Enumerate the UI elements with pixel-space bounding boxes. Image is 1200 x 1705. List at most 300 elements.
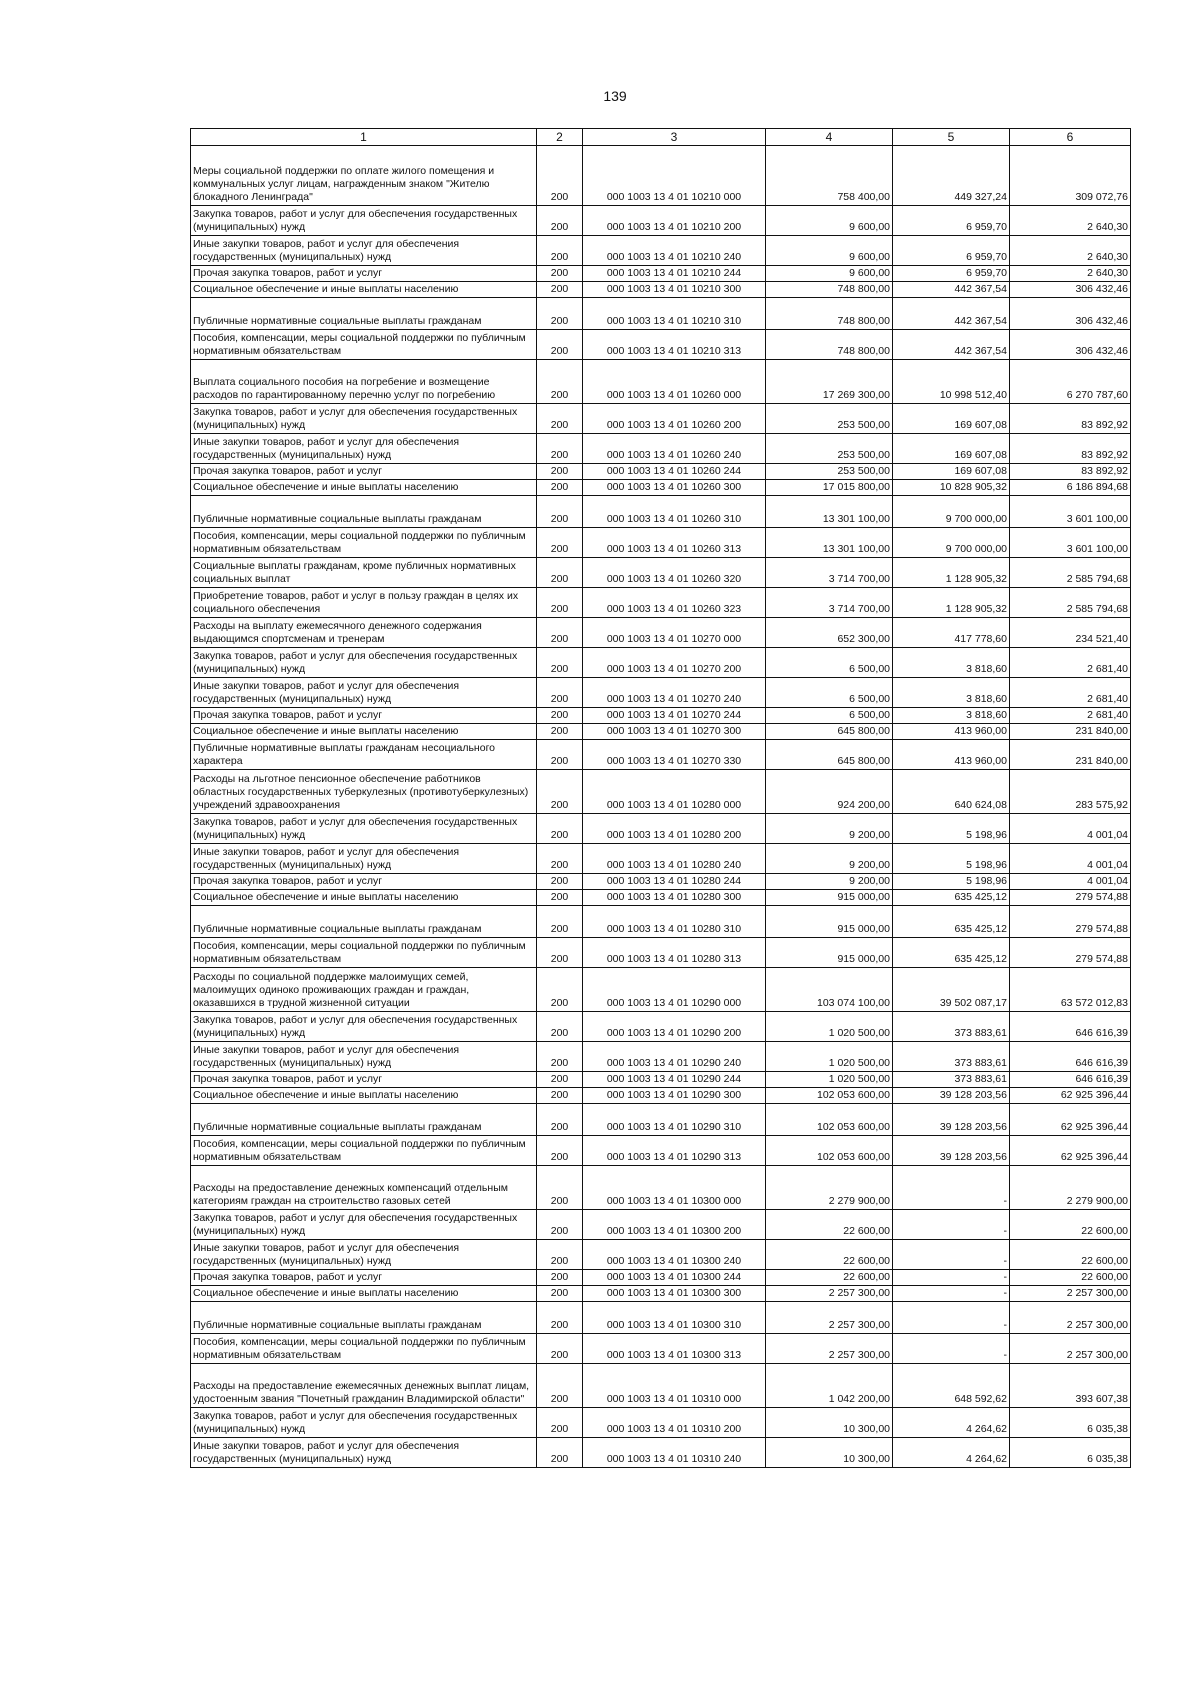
cell-expense-name: Пособия, компенсации, меры социальной поддержки по публичным нормативным обязательствам	[191, 330, 537, 360]
cell-classification-code: 000 1003 13 4 01 10310 240	[583, 1438, 766, 1468]
cell-classification-code: 000 1003 13 4 01 10270 300	[583, 724, 766, 740]
cell-expense-name: Пособия, компенсации, меры социальной поддержки по публичным нормативным обязательствам	[191, 1334, 537, 1364]
cell-approved-amount: 748 800,00	[766, 298, 893, 330]
cell-line-code: 200	[537, 588, 583, 618]
cell-approved-amount: 9 200,00	[766, 814, 893, 844]
cell-unexecuted-amount: 234 521,40	[1010, 618, 1131, 648]
cell-executed-amount: 5 198,96	[893, 814, 1010, 844]
cell-unexecuted-amount: 6 035,38	[1010, 1438, 1131, 1468]
cell-expense-name: Меры социальной поддержки по оплате жилого помещения и коммунальных услуг лицам, награжденным знаком "Жителю блокадного Ленинграда"	[191, 146, 537, 206]
cell-classification-code: 000 1003 13 4 01 10300 310	[583, 1302, 766, 1334]
cell-unexecuted-amount: 279 574,88	[1010, 906, 1131, 938]
cell-unexecuted-amount: 646 616,39	[1010, 1012, 1131, 1042]
cell-line-code: 200	[537, 330, 583, 360]
cell-approved-amount: 253 500,00	[766, 434, 893, 464]
cell-approved-amount: 2 257 300,00	[766, 1334, 893, 1364]
cell-unexecuted-amount: 279 574,88	[1010, 938, 1131, 968]
cell-unexecuted-amount: 2 640,30	[1010, 236, 1131, 266]
cell-approved-amount: 9 600,00	[766, 266, 893, 282]
cell-approved-amount: 13 301 100,00	[766, 528, 893, 558]
cell-classification-code: 000 1003 13 4 01 10210 244	[583, 266, 766, 282]
cell-executed-amount: 417 778,60	[893, 618, 1010, 648]
cell-executed-amount: 442 367,54	[893, 298, 1010, 330]
cell-line-code: 200	[537, 708, 583, 724]
cell-executed-amount: 39 128 203,56	[893, 1104, 1010, 1136]
cell-executed-amount: -	[893, 1210, 1010, 1240]
cell-expense-name: Закупка товаров, работ и услуг для обеспечения государственных (муниципальных) нужд	[191, 1408, 537, 1438]
cell-line-code: 200	[537, 1286, 583, 1302]
cell-classification-code: 000 1003 13 4 01 10300 200	[583, 1210, 766, 1240]
cell-approved-amount: 10 300,00	[766, 1438, 893, 1468]
cell-classification-code: 000 1003 13 4 01 10260 313	[583, 528, 766, 558]
cell-classification-code: 000 1003 13 4 01 10300 240	[583, 1240, 766, 1270]
cell-executed-amount: -	[893, 1270, 1010, 1286]
cell-expense-name: Публичные нормативные социальные выплаты гражданам	[191, 298, 537, 330]
cell-expense-name: Иные закупки товаров, работ и услуг для обеспечения государственных (муниципальных) нужд	[191, 1042, 537, 1072]
cell-expense-name: Закупка товаров, работ и услуг для обеспечения государственных (муниципальных) нужд	[191, 648, 537, 678]
cell-expense-name: Публичные нормативные социальные выплаты гражданам	[191, 496, 537, 528]
cell-approved-amount: 102 053 600,00	[766, 1136, 893, 1166]
cell-classification-code: 000 1003 13 4 01 10280 200	[583, 814, 766, 844]
table-row	[191, 678, 1131, 708]
cell-expense-name: Социальное обеспечение и иные выплаты населению	[191, 282, 537, 298]
cell-classification-code: 000 1003 13 4 01 10210 300	[583, 282, 766, 298]
cell-executed-amount: 373 883,61	[893, 1012, 1010, 1042]
cell-executed-amount: 449 327,24	[893, 146, 1010, 206]
cell-approved-amount: 2 279 900,00	[766, 1166, 893, 1210]
cell-line-code: 200	[537, 434, 583, 464]
cell-line-code: 200	[537, 360, 583, 404]
cell-expense-name: Прочая закупка товаров, работ и услуг	[191, 464, 537, 480]
cell-executed-amount: 1 128 905,32	[893, 558, 1010, 588]
cell-executed-amount: 640 624,08	[893, 770, 1010, 814]
cell-classification-code: 000 1003 13 4 01 10290 300	[583, 1088, 766, 1104]
cell-executed-amount: 6 959,70	[893, 206, 1010, 236]
cell-line-code: 200	[537, 1210, 583, 1240]
cell-line-code: 200	[537, 1334, 583, 1364]
cell-unexecuted-amount: 83 892,92	[1010, 464, 1131, 480]
cell-executed-amount: 5 198,96	[893, 874, 1010, 890]
cell-expense-name: Иные закупки товаров, работ и услуг для обеспечения государственных (муниципальных) нужд	[191, 236, 537, 266]
cell-line-code: 200	[537, 938, 583, 968]
cell-executed-amount: 3 818,60	[893, 708, 1010, 724]
cell-expense-name: Расходы на предоставление ежемесячных денежных выплат лицам, удостоенным звания "Почетный гражданин Владимирской области"	[191, 1364, 537, 1408]
table-row	[191, 360, 1131, 404]
cell-line-code: 200	[537, 1302, 583, 1334]
cell-executed-amount: 648 592,62	[893, 1364, 1010, 1408]
cell-expense-name: Публичные нормативные социальные выплаты гражданам	[191, 1104, 537, 1136]
cell-line-code: 200	[537, 282, 583, 298]
cell-unexecuted-amount: 2 640,30	[1010, 266, 1131, 282]
cell-unexecuted-amount: 2 640,30	[1010, 206, 1131, 236]
table-row	[191, 1270, 1131, 1286]
table-row	[191, 1364, 1131, 1408]
table-row	[191, 1286, 1131, 1302]
cell-line-code: 200	[537, 1364, 583, 1408]
cell-line-code: 200	[537, 1104, 583, 1136]
cell-classification-code: 000 1003 13 4 01 10300 244	[583, 1270, 766, 1286]
cell-line-code: 200	[537, 146, 583, 206]
table-row	[191, 558, 1131, 588]
cell-executed-amount: -	[893, 1240, 1010, 1270]
header-col-3: 3	[583, 129, 766, 146]
cell-unexecuted-amount: 279 574,88	[1010, 890, 1131, 906]
cell-approved-amount: 9 600,00	[766, 236, 893, 266]
cell-unexecuted-amount: 22 600,00	[1010, 1240, 1131, 1270]
cell-classification-code: 000 1003 13 4 01 10290 000	[583, 968, 766, 1012]
table-row	[191, 1088, 1131, 1104]
cell-classification-code: 000 1003 13 4 01 10270 000	[583, 618, 766, 648]
cell-classification-code: 000 1003 13 4 01 10210 000	[583, 146, 766, 206]
cell-classification-code: 000 1003 13 4 01 10260 200	[583, 404, 766, 434]
cell-line-code: 200	[537, 404, 583, 434]
cell-classification-code: 000 1003 13 4 01 10280 000	[583, 770, 766, 814]
cell-expense-name: Закупка товаров, работ и услуг для обеспечения государственных (муниципальных) нужд	[191, 206, 537, 236]
cell-executed-amount: 169 607,08	[893, 404, 1010, 434]
table-row	[191, 1072, 1131, 1088]
cell-expense-name: Иные закупки товаров, работ и услуг для обеспечения государственных (муниципальных) нужд	[191, 678, 537, 708]
cell-unexecuted-amount: 3 601 100,00	[1010, 528, 1131, 558]
cell-approved-amount: 253 500,00	[766, 464, 893, 480]
cell-classification-code: 000 1003 13 4 01 10270 330	[583, 740, 766, 770]
cell-classification-code: 000 1003 13 4 01 10210 240	[583, 236, 766, 266]
cell-line-code: 200	[537, 1270, 583, 1286]
cell-approved-amount: 22 600,00	[766, 1210, 893, 1240]
cell-classification-code: 000 1003 13 4 01 10260 240	[583, 434, 766, 464]
cell-unexecuted-amount: 6 035,38	[1010, 1408, 1131, 1438]
header-col-6: 6	[1010, 129, 1131, 146]
cell-unexecuted-amount: 2 681,40	[1010, 708, 1131, 724]
cell-expense-name: Закупка товаров, работ и услуг для обеспечения государственных (муниципальных) нужд	[191, 1210, 537, 1240]
cell-approved-amount: 9 600,00	[766, 206, 893, 236]
cell-line-code: 200	[537, 1012, 583, 1042]
table-row	[191, 206, 1131, 236]
cell-approved-amount: 758 400,00	[766, 146, 893, 206]
cell-approved-amount: 1 020 500,00	[766, 1012, 893, 1042]
cell-unexecuted-amount: 83 892,92	[1010, 434, 1131, 464]
cell-unexecuted-amount: 4 001,04	[1010, 814, 1131, 844]
cell-classification-code: 000 1003 13 4 01 10280 240	[583, 844, 766, 874]
table-row	[191, 1166, 1131, 1210]
table-row	[191, 968, 1131, 1012]
cell-unexecuted-amount: 306 432,46	[1010, 298, 1131, 330]
header-col-4: 4	[766, 129, 893, 146]
table-row	[191, 266, 1131, 282]
cell-executed-amount: 10 998 512,40	[893, 360, 1010, 404]
cell-classification-code: 000 1003 13 4 01 10310 200	[583, 1408, 766, 1438]
cell-unexecuted-amount: 306 432,46	[1010, 282, 1131, 298]
cell-line-code: 200	[537, 1438, 583, 1468]
cell-executed-amount: 4 264,62	[893, 1438, 1010, 1468]
table-row	[191, 496, 1131, 528]
cell-unexecuted-amount: 231 840,00	[1010, 740, 1131, 770]
cell-expense-name: Прочая закупка товаров, работ и услуг	[191, 1072, 537, 1088]
cell-unexecuted-amount: 393 607,38	[1010, 1364, 1131, 1408]
cell-unexecuted-amount: 2 257 300,00	[1010, 1334, 1131, 1364]
cell-line-code: 200	[537, 266, 583, 282]
cell-approved-amount: 652 300,00	[766, 618, 893, 648]
cell-approved-amount: 3 714 700,00	[766, 588, 893, 618]
cell-executed-amount: 1 128 905,32	[893, 588, 1010, 618]
cell-approved-amount: 1 020 500,00	[766, 1042, 893, 1072]
table-row	[191, 1210, 1131, 1240]
table-row	[191, 814, 1131, 844]
cell-unexecuted-amount: 2 257 300,00	[1010, 1302, 1131, 1334]
cell-unexecuted-amount: 4 001,04	[1010, 874, 1131, 890]
cell-line-code: 200	[537, 464, 583, 480]
cell-unexecuted-amount: 6 186 894,68	[1010, 480, 1131, 496]
table-row	[191, 1334, 1131, 1364]
cell-expense-name: Расходы на предоставление денежных компенсаций отдельным категориям граждан на строительство газовых сетей	[191, 1166, 537, 1210]
cell-line-code: 200	[537, 906, 583, 938]
cell-line-code: 200	[537, 206, 583, 236]
cell-approved-amount: 645 800,00	[766, 724, 893, 740]
cell-expense-name: Пособия, компенсации, меры социальной поддержки по публичным нормативным обязательствам	[191, 1136, 537, 1166]
table-row	[191, 724, 1131, 740]
cell-approved-amount: 3 714 700,00	[766, 558, 893, 588]
cell-unexecuted-amount: 306 432,46	[1010, 330, 1131, 360]
table-row	[191, 844, 1131, 874]
cell-expense-name: Прочая закупка товаров, работ и услуг	[191, 708, 537, 724]
cell-approved-amount: 1 042 200,00	[766, 1364, 893, 1408]
cell-line-code: 200	[537, 298, 583, 330]
cell-classification-code: 000 1003 13 4 01 10300 000	[583, 1166, 766, 1210]
cell-approved-amount: 17 269 300,00	[766, 360, 893, 404]
header-row	[191, 129, 1131, 146]
cell-expense-name: Иные закупки товаров, работ и услуг для обеспечения государственных (муниципальных) нужд	[191, 844, 537, 874]
cell-classification-code: 000 1003 13 4 01 10270 200	[583, 648, 766, 678]
table-row	[191, 1302, 1131, 1334]
cell-approved-amount: 22 600,00	[766, 1240, 893, 1270]
cell-executed-amount: 413 960,00	[893, 740, 1010, 770]
table-row	[191, 708, 1131, 724]
cell-line-code: 200	[537, 528, 583, 558]
cell-line-code: 200	[537, 770, 583, 814]
table-row	[191, 404, 1131, 434]
cell-executed-amount: 635 425,12	[893, 938, 1010, 968]
cell-line-code: 200	[537, 496, 583, 528]
cell-approved-amount: 748 800,00	[766, 282, 893, 298]
cell-executed-amount: 39 128 203,56	[893, 1088, 1010, 1104]
cell-classification-code: 000 1003 13 4 01 10290 200	[583, 1012, 766, 1042]
cell-expense-name: Социальное обеспечение и иные выплаты населению	[191, 480, 537, 496]
table-row	[191, 1012, 1131, 1042]
cell-approved-amount: 6 500,00	[766, 648, 893, 678]
cell-line-code: 200	[537, 890, 583, 906]
table-row	[191, 480, 1131, 496]
cell-executed-amount: 169 607,08	[893, 464, 1010, 480]
cell-classification-code: 000 1003 13 4 01 10270 240	[583, 678, 766, 708]
cell-approved-amount: 915 000,00	[766, 906, 893, 938]
table-row	[191, 1438, 1131, 1468]
cell-approved-amount: 9 200,00	[766, 844, 893, 874]
cell-line-code: 200	[537, 678, 583, 708]
cell-approved-amount: 915 000,00	[766, 938, 893, 968]
cell-classification-code: 000 1003 13 4 01 10260 000	[583, 360, 766, 404]
cell-approved-amount: 6 500,00	[766, 708, 893, 724]
cell-classification-code: 000 1003 13 4 01 10270 244	[583, 708, 766, 724]
cell-expense-name: Пособия, компенсации, меры социальной поддержки по публичным нормативным обязательствам	[191, 528, 537, 558]
cell-executed-amount: 635 425,12	[893, 906, 1010, 938]
cell-unexecuted-amount: 2 585 794,68	[1010, 558, 1131, 588]
cell-classification-code: 000 1003 13 4 01 10260 320	[583, 558, 766, 588]
table-row	[191, 874, 1131, 890]
table-row	[191, 1104, 1131, 1136]
table-row	[191, 528, 1131, 558]
cell-executed-amount: 6 959,70	[893, 236, 1010, 266]
table-row	[191, 1042, 1131, 1072]
cell-executed-amount: 39 128 203,56	[893, 1136, 1010, 1166]
cell-executed-amount: 169 607,08	[893, 434, 1010, 464]
cell-approved-amount: 9 200,00	[766, 874, 893, 890]
cell-unexecuted-amount: 646 616,39	[1010, 1072, 1131, 1088]
cell-executed-amount: 5 198,96	[893, 844, 1010, 874]
table-row	[191, 282, 1131, 298]
cell-unexecuted-amount: 3 601 100,00	[1010, 496, 1131, 528]
cell-approved-amount: 748 800,00	[766, 330, 893, 360]
cell-line-code: 200	[537, 1408, 583, 1438]
cell-expense-name: Закупка товаров, работ и услуг для обеспечения государственных (муниципальных) нужд	[191, 1012, 537, 1042]
budget-table	[190, 128, 1131, 1468]
cell-classification-code: 000 1003 13 4 01 10210 313	[583, 330, 766, 360]
cell-line-code: 200	[537, 1042, 583, 1072]
cell-line-code: 200	[537, 1166, 583, 1210]
cell-classification-code: 000 1003 13 4 01 10290 313	[583, 1136, 766, 1166]
table-row	[191, 740, 1131, 770]
cell-expense-name: Социальное обеспечение и иные выплаты населению	[191, 1088, 537, 1104]
cell-expense-name: Прочая закупка товаров, работ и услуг	[191, 266, 537, 282]
cell-classification-code: 000 1003 13 4 01 10260 310	[583, 496, 766, 528]
cell-unexecuted-amount: 309 072,76	[1010, 146, 1131, 206]
cell-expense-name: Прочая закупка товаров, работ и услуг	[191, 874, 537, 890]
cell-line-code: 200	[537, 236, 583, 266]
cell-expense-name: Публичные нормативные выплаты гражданам несоциального характера	[191, 740, 537, 770]
cell-line-code: 200	[537, 1088, 583, 1104]
cell-classification-code: 000 1003 13 4 01 10210 310	[583, 298, 766, 330]
cell-unexecuted-amount: 83 892,92	[1010, 404, 1131, 434]
cell-classification-code: 000 1003 13 4 01 10260 323	[583, 588, 766, 618]
cell-unexecuted-amount: 62 925 396,44	[1010, 1088, 1131, 1104]
cell-executed-amount: -	[893, 1286, 1010, 1302]
cell-approved-amount: 102 053 600,00	[766, 1104, 893, 1136]
cell-approved-amount: 102 053 600,00	[766, 1088, 893, 1104]
cell-line-code: 200	[537, 1072, 583, 1088]
cell-line-code: 200	[537, 740, 583, 770]
cell-unexecuted-amount: 283 575,92	[1010, 770, 1131, 814]
cell-executed-amount: 3 818,60	[893, 648, 1010, 678]
table-row	[191, 890, 1131, 906]
cell-unexecuted-amount: 2 681,40	[1010, 678, 1131, 708]
cell-line-code: 200	[537, 844, 583, 874]
cell-unexecuted-amount: 22 600,00	[1010, 1270, 1131, 1286]
cell-executed-amount: 635 425,12	[893, 890, 1010, 906]
cell-classification-code: 000 1003 13 4 01 10290 244	[583, 1072, 766, 1088]
cell-expense-name: Приобретение товаров, работ и услуг в пользу граждан в целях их социального обеспечения	[191, 588, 537, 618]
cell-line-code: 200	[537, 724, 583, 740]
cell-classification-code: 000 1003 13 4 01 10280 313	[583, 938, 766, 968]
table-row	[191, 330, 1131, 360]
cell-executed-amount: -	[893, 1334, 1010, 1364]
cell-expense-name: Иные закупки товаров, работ и услуг для обеспечения государственных (муниципальных) нужд	[191, 1438, 537, 1468]
cell-unexecuted-amount: 62 925 396,44	[1010, 1104, 1131, 1136]
cell-unexecuted-amount: 63 572 012,83	[1010, 968, 1131, 1012]
cell-executed-amount: 373 883,61	[893, 1042, 1010, 1072]
cell-classification-code: 000 1003 13 4 01 10210 200	[583, 206, 766, 236]
table-row	[191, 464, 1131, 480]
cell-approved-amount: 10 300,00	[766, 1408, 893, 1438]
cell-classification-code: 000 1003 13 4 01 10260 244	[583, 464, 766, 480]
cell-line-code: 200	[537, 558, 583, 588]
header-col-2: 2	[537, 129, 583, 146]
cell-approved-amount: 1 020 500,00	[766, 1072, 893, 1088]
cell-classification-code: 000 1003 13 4 01 10310 000	[583, 1364, 766, 1408]
cell-unexecuted-amount: 22 600,00	[1010, 1210, 1131, 1240]
table-row	[191, 770, 1131, 814]
cell-approved-amount: 22 600,00	[766, 1270, 893, 1286]
cell-line-code: 200	[537, 1136, 583, 1166]
cell-approved-amount: 13 301 100,00	[766, 496, 893, 528]
table-row	[191, 588, 1131, 618]
cell-approved-amount: 924 200,00	[766, 770, 893, 814]
cell-unexecuted-amount: 646 616,39	[1010, 1042, 1131, 1072]
cell-unexecuted-amount: 2 681,40	[1010, 648, 1131, 678]
cell-expense-name: Расходы на льготное пенсионное обеспечение работников областных государственных туберкулезных (противотуберкулезных) учреждений здравоохранения	[191, 770, 537, 814]
cell-expense-name: Расходы на выплату ежемесячного денежного содержания выдающимся спортсменам и тренерам	[191, 618, 537, 648]
table-header	[191, 129, 1131, 146]
cell-line-code: 200	[537, 814, 583, 844]
cell-executed-amount: 4 264,62	[893, 1408, 1010, 1438]
cell-approved-amount: 2 257 300,00	[766, 1286, 893, 1302]
cell-classification-code: 000 1003 13 4 01 10290 240	[583, 1042, 766, 1072]
cell-unexecuted-amount: 2 585 794,68	[1010, 588, 1131, 618]
table-row	[191, 1408, 1131, 1438]
cell-approved-amount: 103 074 100,00	[766, 968, 893, 1012]
cell-executed-amount: 9 700 000,00	[893, 496, 1010, 528]
cell-executed-amount: 6 959,70	[893, 266, 1010, 282]
cell-unexecuted-amount: 6 270 787,60	[1010, 360, 1131, 404]
cell-unexecuted-amount: 62 925 396,44	[1010, 1136, 1131, 1166]
table-row	[191, 906, 1131, 938]
cell-expense-name: Иные закупки товаров, работ и услуг для обеспечения государственных (муниципальных) нужд	[191, 434, 537, 464]
cell-classification-code: 000 1003 13 4 01 10300 313	[583, 1334, 766, 1364]
cell-classification-code: 000 1003 13 4 01 10290 310	[583, 1104, 766, 1136]
cell-line-code: 200	[537, 648, 583, 678]
table-row	[191, 298, 1131, 330]
cell-expense-name: Пособия, компенсации, меры социальной поддержки по публичным нормативным обязательствам	[191, 938, 537, 968]
cell-unexecuted-amount: 2 279 900,00	[1010, 1166, 1131, 1210]
cell-unexecuted-amount: 4 001,04	[1010, 844, 1131, 874]
cell-line-code: 200	[537, 874, 583, 890]
table-row	[191, 236, 1131, 266]
table-row	[191, 146, 1131, 206]
cell-approved-amount: 6 500,00	[766, 678, 893, 708]
table-row	[191, 1136, 1131, 1166]
cell-approved-amount: 915 000,00	[766, 890, 893, 906]
cell-line-code: 200	[537, 1240, 583, 1270]
cell-expense-name: Иные закупки товаров, работ и услуг для обеспечения государственных (муниципальных) нужд	[191, 1240, 537, 1270]
cell-expense-name: Закупка товаров, работ и услуг для обеспечения государственных (муниципальных) нужд	[191, 404, 537, 434]
cell-expense-name: Социальное обеспечение и иные выплаты населению	[191, 890, 537, 906]
cell-classification-code: 000 1003 13 4 01 10280 300	[583, 890, 766, 906]
table-row	[191, 618, 1131, 648]
table-row	[191, 938, 1131, 968]
cell-approved-amount: 253 500,00	[766, 404, 893, 434]
cell-classification-code: 000 1003 13 4 01 10260 300	[583, 480, 766, 496]
cell-executed-amount: 442 367,54	[893, 282, 1010, 298]
cell-executed-amount: 442 367,54	[893, 330, 1010, 360]
cell-executed-amount: 373 883,61	[893, 1072, 1010, 1088]
cell-expense-name: Закупка товаров, работ и услуг для обеспечения государственных (муниципальных) нужд	[191, 814, 537, 844]
